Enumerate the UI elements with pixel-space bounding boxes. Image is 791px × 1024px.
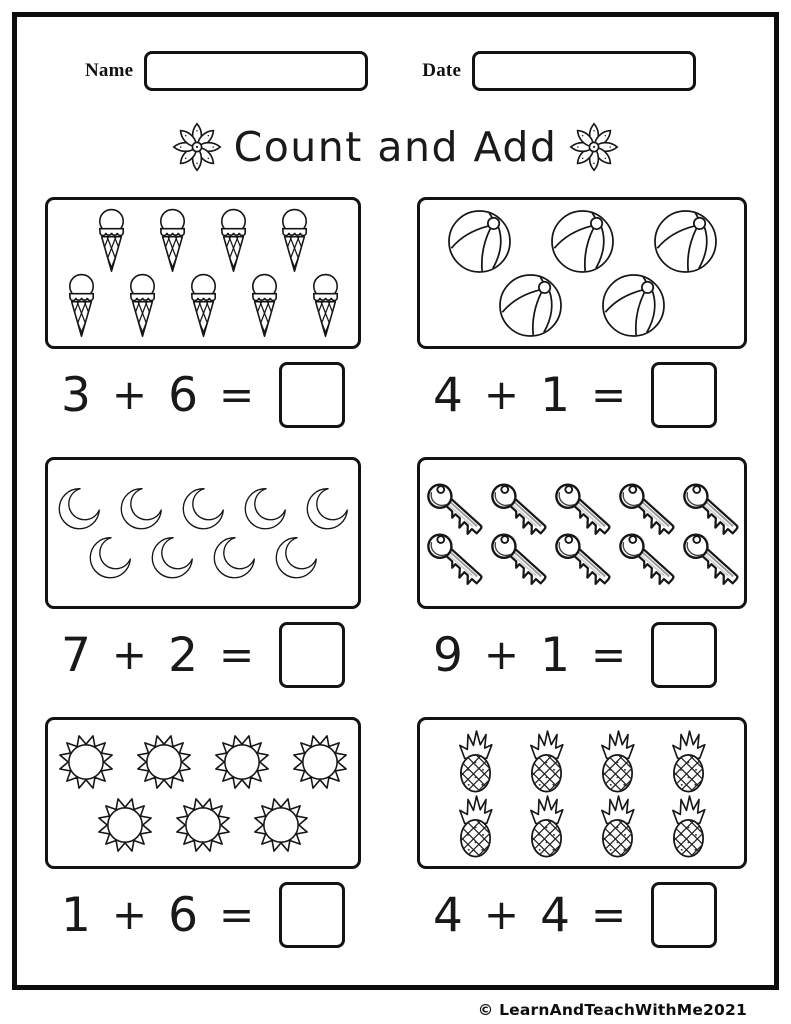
equation-1: [45, 359, 361, 431]
addend-1: 7: [61, 627, 91, 683]
picture-box-beach-balls: [417, 197, 747, 349]
plus-sign: +: [483, 370, 520, 419]
page-title: Count and Add: [233, 122, 558, 171]
equation-2: [417, 359, 747, 431]
sun-icon: [248, 792, 314, 858]
sun-icon: [287, 729, 353, 795]
equals-sign: =: [219, 630, 255, 679]
plus-sign: +: [483, 630, 520, 679]
sun-icon: [170, 792, 236, 858]
plus-sign: +: [111, 370, 148, 419]
name-input-box[interactable]: [144, 51, 368, 91]
picture-row: [52, 483, 354, 535]
problem-cell-3: [45, 457, 361, 691]
answer-box-2[interactable]: [651, 362, 717, 428]
key-icon: [680, 482, 740, 535]
addend-1: 4: [433, 887, 463, 943]
key-icon: [424, 532, 484, 585]
ice-cream-cone-icon: [307, 272, 344, 340]
problem-cell-2: [417, 197, 747, 431]
key-icon: [616, 532, 676, 585]
problem-cell-5: [45, 717, 361, 951]
sun-icon: [209, 729, 275, 795]
addend-1: 9: [433, 627, 463, 683]
ice-cream-cone-icon: [215, 207, 252, 275]
beach-ball-icon: [549, 208, 616, 275]
key-icon: [488, 532, 548, 585]
picture-box-keys: [417, 457, 747, 609]
picture-box-suns: [45, 717, 361, 869]
addend-2: 2: [168, 627, 199, 683]
date-input-box[interactable]: [472, 51, 696, 91]
copyright-text: © LearnAndTeachWithMe2021: [477, 1001, 747, 1019]
key-icon: [552, 532, 612, 585]
crescent-moon-icon: [300, 483, 354, 535]
picture-box-pineapples: [417, 717, 747, 869]
key-icon: [488, 482, 548, 535]
name-label: Name: [85, 60, 134, 81]
pineapple-icon: [455, 727, 496, 795]
pineapple-icon: [668, 727, 709, 795]
picture-row: [424, 727, 740, 795]
addend-2: 6: [168, 887, 199, 943]
addend-1: 3: [61, 367, 91, 423]
date-field-group: [422, 51, 696, 91]
crescent-moon-icon: [207, 532, 261, 584]
equation-6: [417, 879, 747, 951]
ice-cream-cone-icon: [246, 272, 283, 340]
worksheet-frame: [12, 12, 779, 990]
addend-2: 6: [168, 367, 199, 423]
plus-sign: +: [483, 890, 520, 939]
picture-row: [424, 482, 740, 535]
name-field-group: [85, 51, 368, 91]
date-label: Date: [422, 60, 462, 81]
problems-grid: [17, 197, 774, 977]
equation-3: [45, 619, 361, 691]
answer-box-6[interactable]: [651, 882, 717, 948]
problem-cell-4: [417, 457, 747, 691]
pineapple-icon: [597, 727, 638, 795]
key-icon: [552, 482, 612, 535]
problem-cell-1: [45, 197, 361, 431]
beach-ball-icon: [600, 272, 667, 339]
equation-4: [417, 619, 747, 691]
beach-ball-icon: [652, 208, 719, 275]
problem-cell-6: [417, 717, 747, 951]
answer-box-4[interactable]: [651, 622, 717, 688]
ice-cream-cone-icon: [93, 207, 130, 275]
picture-row: [52, 272, 354, 340]
sun-icon: [131, 729, 197, 795]
answer-box-3[interactable]: [279, 622, 345, 688]
equals-sign: =: [591, 630, 627, 679]
picture-row: [424, 792, 740, 860]
plus-sign: +: [111, 630, 148, 679]
ice-cream-cone-icon: [185, 272, 222, 340]
equals-sign: =: [591, 370, 627, 419]
sun-icon: [53, 729, 119, 795]
picture-row: [424, 532, 740, 585]
addend-1: 4: [433, 367, 463, 423]
flower-icon: [170, 120, 224, 174]
sun-icon: [92, 792, 158, 858]
equals-sign: =: [219, 890, 255, 939]
pineapple-icon: [455, 792, 496, 860]
ice-cream-cone-icon: [276, 207, 313, 275]
equals-sign: =: [591, 890, 627, 939]
addend-2: 1: [540, 627, 571, 683]
picture-row: [52, 792, 354, 858]
pineapple-icon: [526, 727, 567, 795]
addend-2: 4: [540, 887, 571, 943]
pineapple-icon: [526, 792, 567, 860]
key-icon: [616, 482, 676, 535]
equation-5: [45, 879, 361, 951]
crescent-moon-icon: [83, 532, 137, 584]
header-row: [85, 51, 774, 91]
answer-box-1[interactable]: [279, 362, 345, 428]
crescent-moon-icon: [176, 483, 230, 535]
crescent-moon-icon: [238, 483, 292, 535]
pineapple-icon: [668, 792, 709, 860]
key-icon: [680, 532, 740, 585]
picture-box-ice-cream-cones: [45, 197, 361, 349]
plus-sign: +: [111, 890, 148, 939]
beach-ball-icon: [446, 208, 513, 275]
pineapple-icon: [597, 792, 638, 860]
title-row: [17, 117, 774, 177]
ice-cream-cone-icon: [154, 207, 191, 275]
key-icon: [424, 482, 484, 535]
crescent-moon-icon: [52, 483, 106, 535]
picture-row: [424, 272, 740, 339]
equals-sign: =: [219, 370, 255, 419]
ice-cream-cone-icon: [63, 272, 100, 340]
picture-row: [424, 208, 740, 275]
crescent-moon-icon: [114, 483, 168, 535]
beach-ball-icon: [497, 272, 564, 339]
addend-1: 1: [61, 887, 91, 943]
picture-row: [52, 729, 354, 795]
picture-box-moons: [45, 457, 361, 609]
crescent-moon-icon: [269, 532, 323, 584]
crescent-moon-icon: [145, 532, 199, 584]
ice-cream-cone-icon: [124, 272, 161, 340]
picture-row: [52, 207, 354, 275]
answer-box-5[interactable]: [279, 882, 345, 948]
picture-row: [52, 532, 354, 584]
addend-2: 1: [540, 367, 571, 423]
flower-icon: [567, 120, 621, 174]
